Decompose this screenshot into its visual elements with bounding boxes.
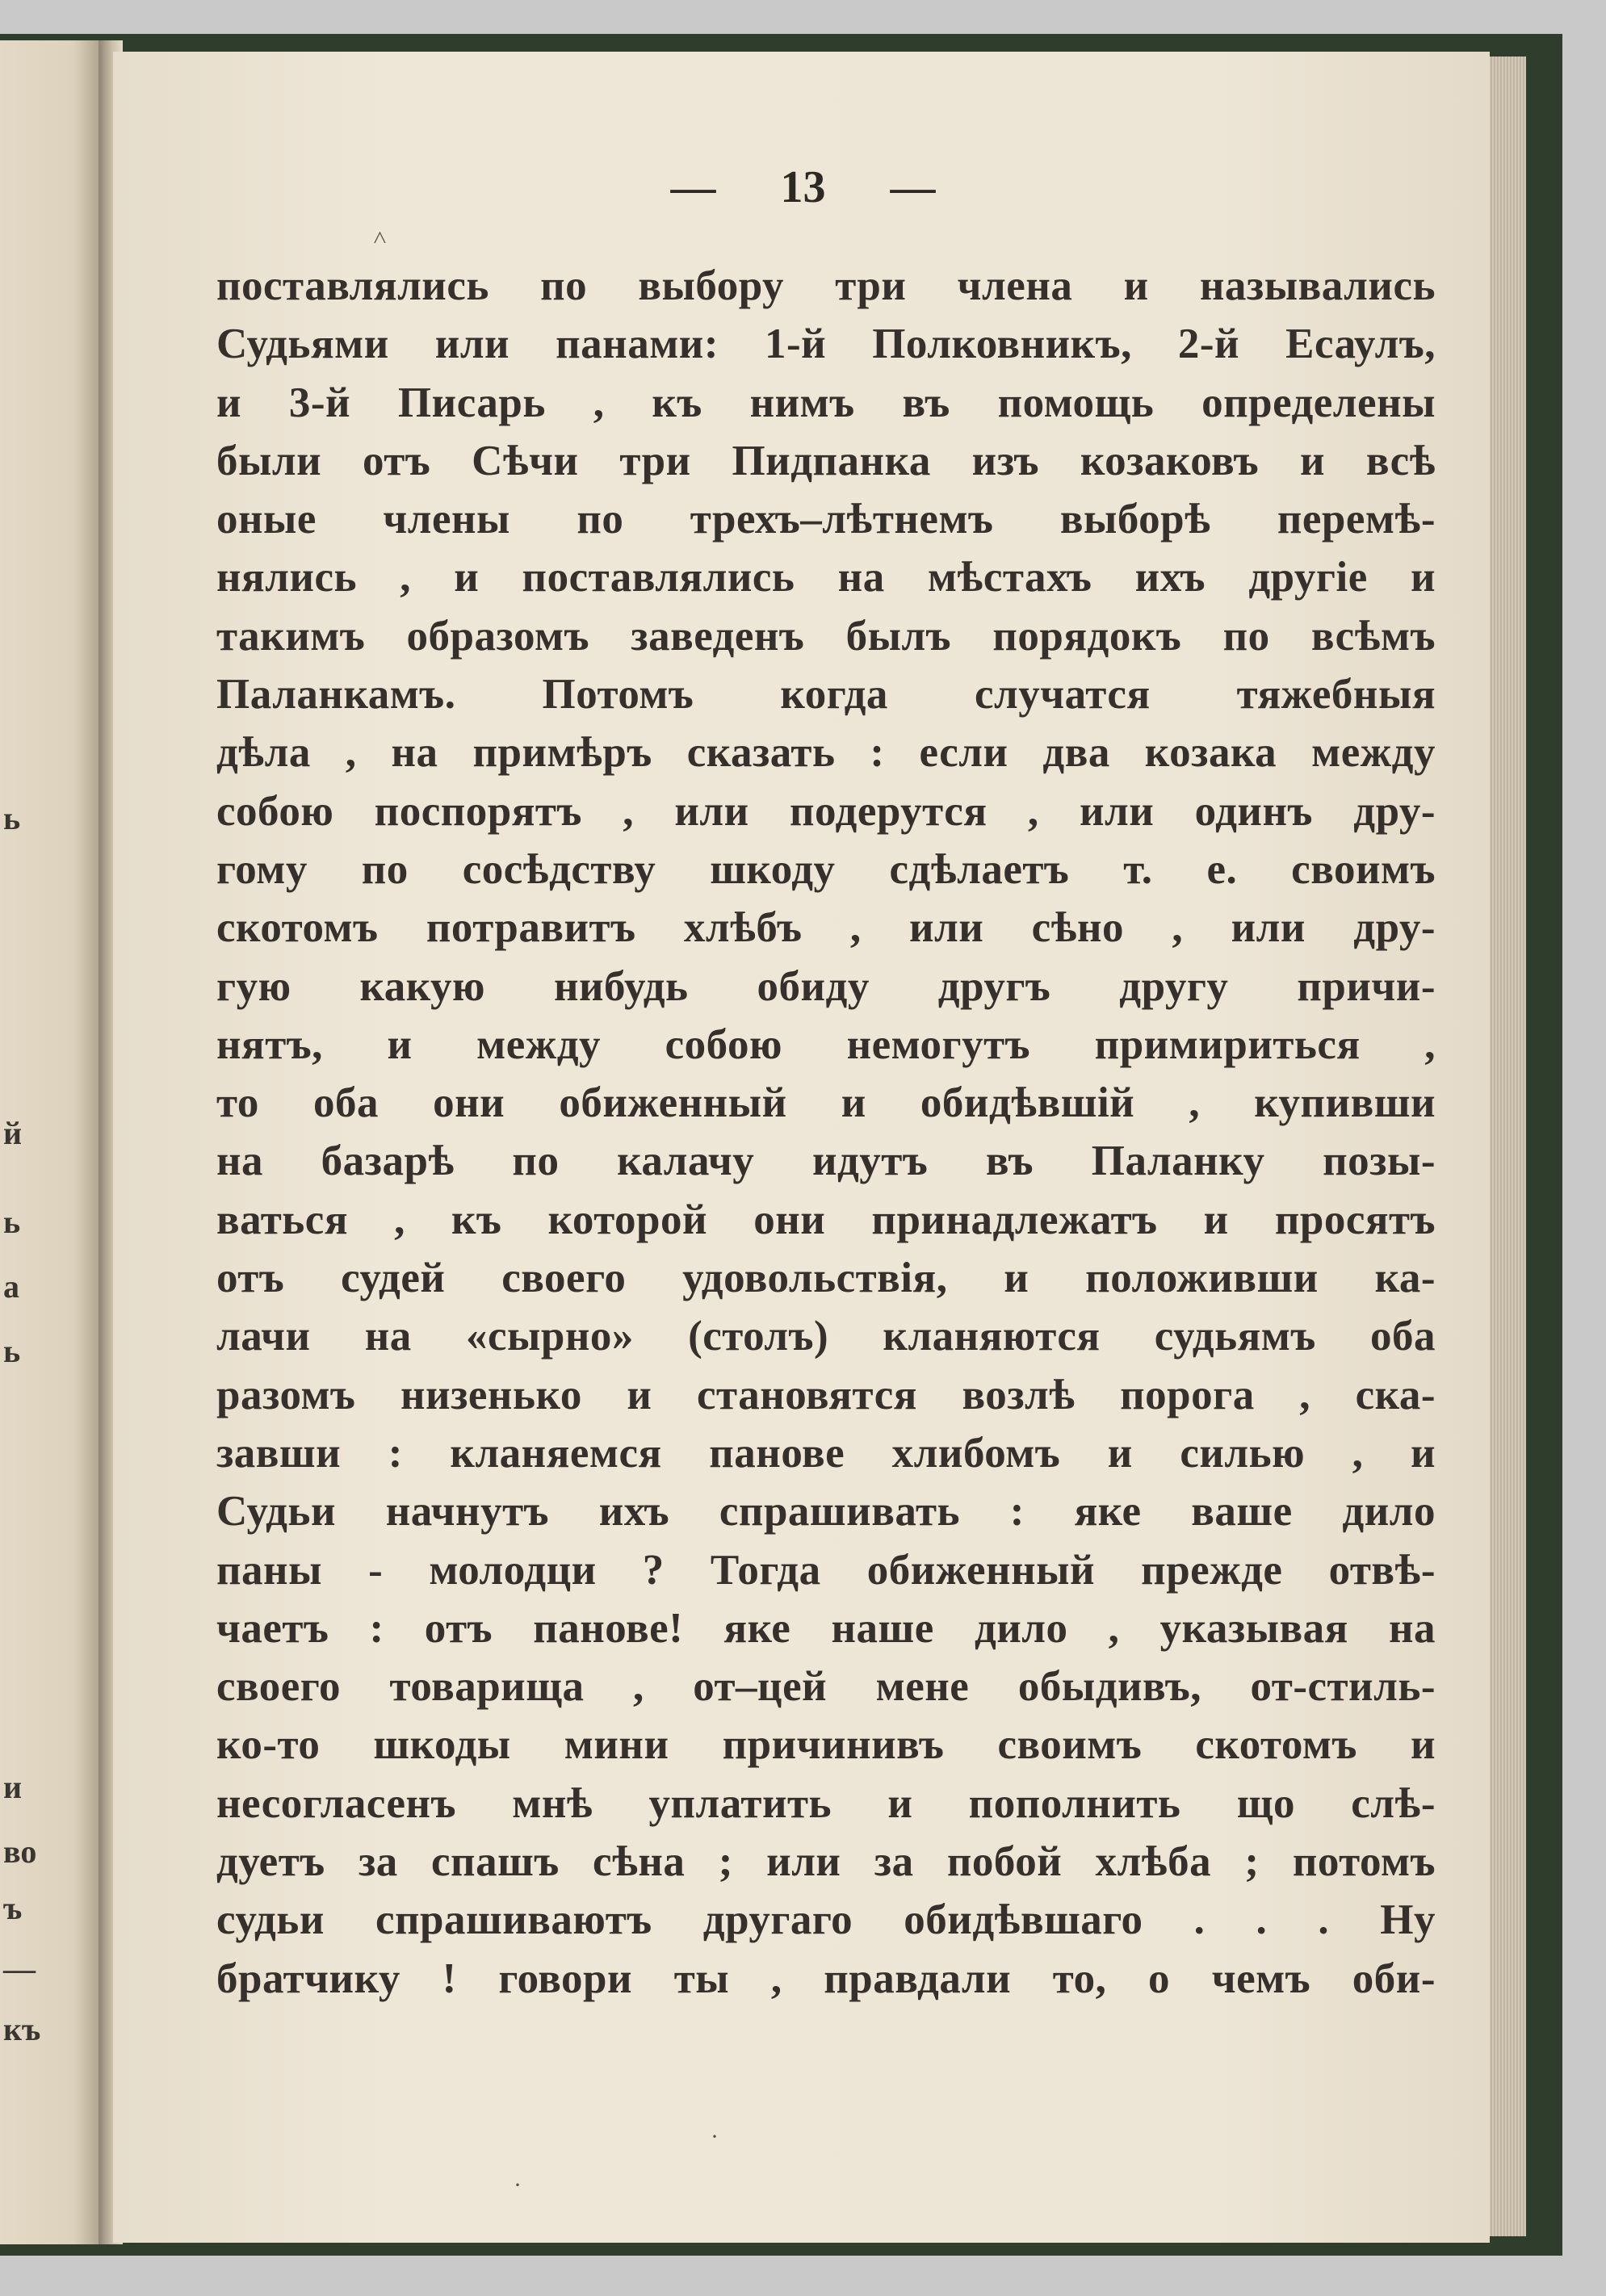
text-line: дѣла , на примѣръ сказать : если два козака между [216,729,1436,777]
text-line: разомъ низенько и становятся возлѣ порога , ска- [216,1371,1436,1418]
text-line: на базарѣ по калачу идутъ въ Паланку позы- [216,1138,1436,1185]
left-page-fragment: — [3,1950,36,1987]
left-page-fragment: й [3,1115,23,1151]
folio-dash-left: — [670,162,716,212]
left-page-fragment: ь [3,1204,21,1240]
left-page-fragment: ь [3,1333,21,1369]
left-page-fragment: ь [3,800,21,836]
folio-dash-right: — [890,162,936,212]
text-line: ко-то шкоды мини причинивъ своимъ скотомъ и [216,1721,1436,1769]
text-line: несогласенъ мнѣ уплатить и пополнить що слѣ- [216,1779,1436,1827]
text-line: такимъ образомъ заведенъ былъ порядокъ по всѣмъ [216,612,1436,660]
text-line: и 3-й Писарь , къ нимъ въ помощь определены [216,379,1436,426]
left-page-edge [0,40,105,2244]
left-page-fragment: во [3,1833,37,1870]
text-line: своего товарища , от–цей мене обыдивъ, от-стиль- [216,1663,1436,1711]
text-line: завши : кланяемся панове хлибомъ и силью , и [216,1429,1436,1477]
ink-mark: ˄ [373,224,387,251]
text-line: оные члены по трехъ–лѣтнемъ выборѣ перемѣ- [216,496,1436,543]
text-line: дуетъ за спашъ сѣна ; или за побой хлѣба ; потомъ [216,1838,1436,1886]
ink-mark: · [711,2123,719,2150]
text-line: скотомъ потравитъ хлѣбъ , или сѣно , или дру- [216,904,1436,952]
text-line: гую какую нибудь обиду другъ другу причи- [216,962,1436,1010]
text-line: судьи спрашиваютъ другаго обидѣвшаго . . . Ну [216,1896,1436,1944]
text-line: братчику ! говори ты , правдали то, о чемъ оби- [216,1955,1436,2002]
text-line: чаетъ : отъ панове! яке наше дило , указывая на [216,1604,1436,1652]
text-line: гому по сосѣдству шкоду сдѣлаетъ т. е. своимъ [216,845,1436,893]
body-text [216,257,1436,2008]
page-stack-edges [1490,57,1526,2236]
text-line: отъ судей своего удовольствія, и положивши ка- [216,1255,1436,1302]
text-line: ваться , къ которой они принадлежатъ и просятъ [216,1196,1436,1243]
left-page-fragment: ъ [3,1890,23,1926]
text-line: нятъ, и между собою немогутъ примириться , [216,1020,1436,1068]
left-page-fragment: а [3,1268,19,1305]
text-line: то оба они обиженный и обидѣвшій , купивши [216,1079,1436,1127]
text-line: Паланкамъ. Потомъ когда случатся тяжебныя [216,671,1436,719]
left-page-fragment: къ [3,2011,41,2047]
text-line: паны - молодци ? Тогда обиженный прежде отвѣ- [216,1546,1436,1594]
left-page-fragment: и [3,1769,23,1805]
text-line: были отъ Сѣчи три Пидпанка изъ козаковъ и всѣ [216,437,1436,484]
text-line: лачи на «сырно» (столъ) кланяются судьямъ оба [216,1313,1436,1360]
text-line: Судьями или панами: 1-й Полковникъ, 2-й Есаулъ, [216,321,1436,368]
page-number [0,161,1606,213]
page-number-value: 13 [780,162,826,212]
text-line: нялись , и поставлялись на мѣстахъ ихъ другіе и [216,554,1436,601]
text-line: Судьи начнутъ ихъ спрашивать : яке ваше дило [216,1488,1436,1536]
ink-mark: · [514,2172,522,2198]
text-line: собою поспорятъ , или подерутся , или одинъ дру- [216,787,1436,835]
text-line: поставлялись по выбору три члена и назывались [216,262,1436,309]
